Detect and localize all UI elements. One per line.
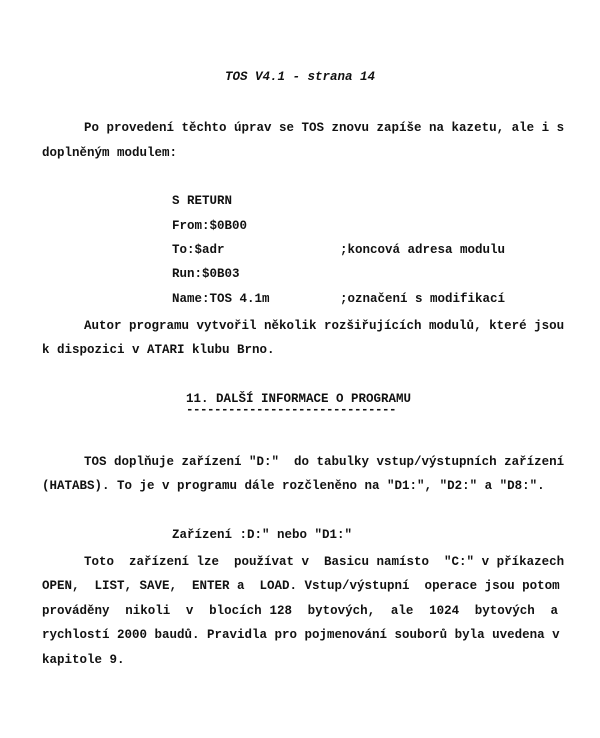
code-line-from: From:$0B00 (172, 219, 248, 233)
code-line-name: Name:TOS 4.1m (172, 292, 270, 306)
subsection-heading: Zařízení :D:" nebo "D1:" (172, 528, 353, 542)
section-heading: 11. DALŠÍ INFORMACE O PROGRAMU (186, 392, 412, 406)
device-line-4: rychlostí 2000 baudů. Pravidla pro pojmenování souborů byla uvedena v (42, 628, 560, 642)
author-line-1: Autor programu vytvořil několik rozšiřujících modulů, které jsou (84, 319, 565, 333)
device-line-3: prováděny nikoli v blocích 128 bytových, ale 1024 bytových a (42, 604, 558, 618)
devices-line-1: TOS doplňuje zařízení "D:" do tabulky vstup/výstupních zařízení (84, 455, 565, 469)
intro-line-2: doplněným modulem: (42, 146, 178, 160)
section-underline: ------------------------------ (186, 403, 397, 417)
author-line-2: k dispozici v ATARI klubu Brno. (42, 343, 275, 357)
page-title: TOS V4.1 - strana 14 (224, 70, 376, 84)
code-line-run: Run:$0B03 (172, 267, 240, 281)
device-line-1: Toto zařízení lze používat v Basicu namísto "C:" v příkazech (84, 555, 565, 569)
code-line-to: To:$adr (172, 243, 225, 257)
intro-line-1: Po provedení těchto úprav se TOS znovu zapíše na kazetu, ale i s (84, 121, 565, 135)
device-line-5: kapitole 9. (42, 653, 125, 667)
device-line-2: OPEN, LIST, SAVE, ENTER a LOAD. Vstup/výstupní operace jsou potom (42, 579, 560, 593)
code-line-return: S RETURN (172, 194, 233, 208)
devices-line-2: (HATABS). To je v programu dále rozčleněno na "D1:", "D2:" a "D8:". (42, 479, 545, 493)
code-comment-name: ;označení s modifikací (340, 292, 506, 306)
code-comment-to: ;koncová adresa modulu (340, 243, 506, 257)
